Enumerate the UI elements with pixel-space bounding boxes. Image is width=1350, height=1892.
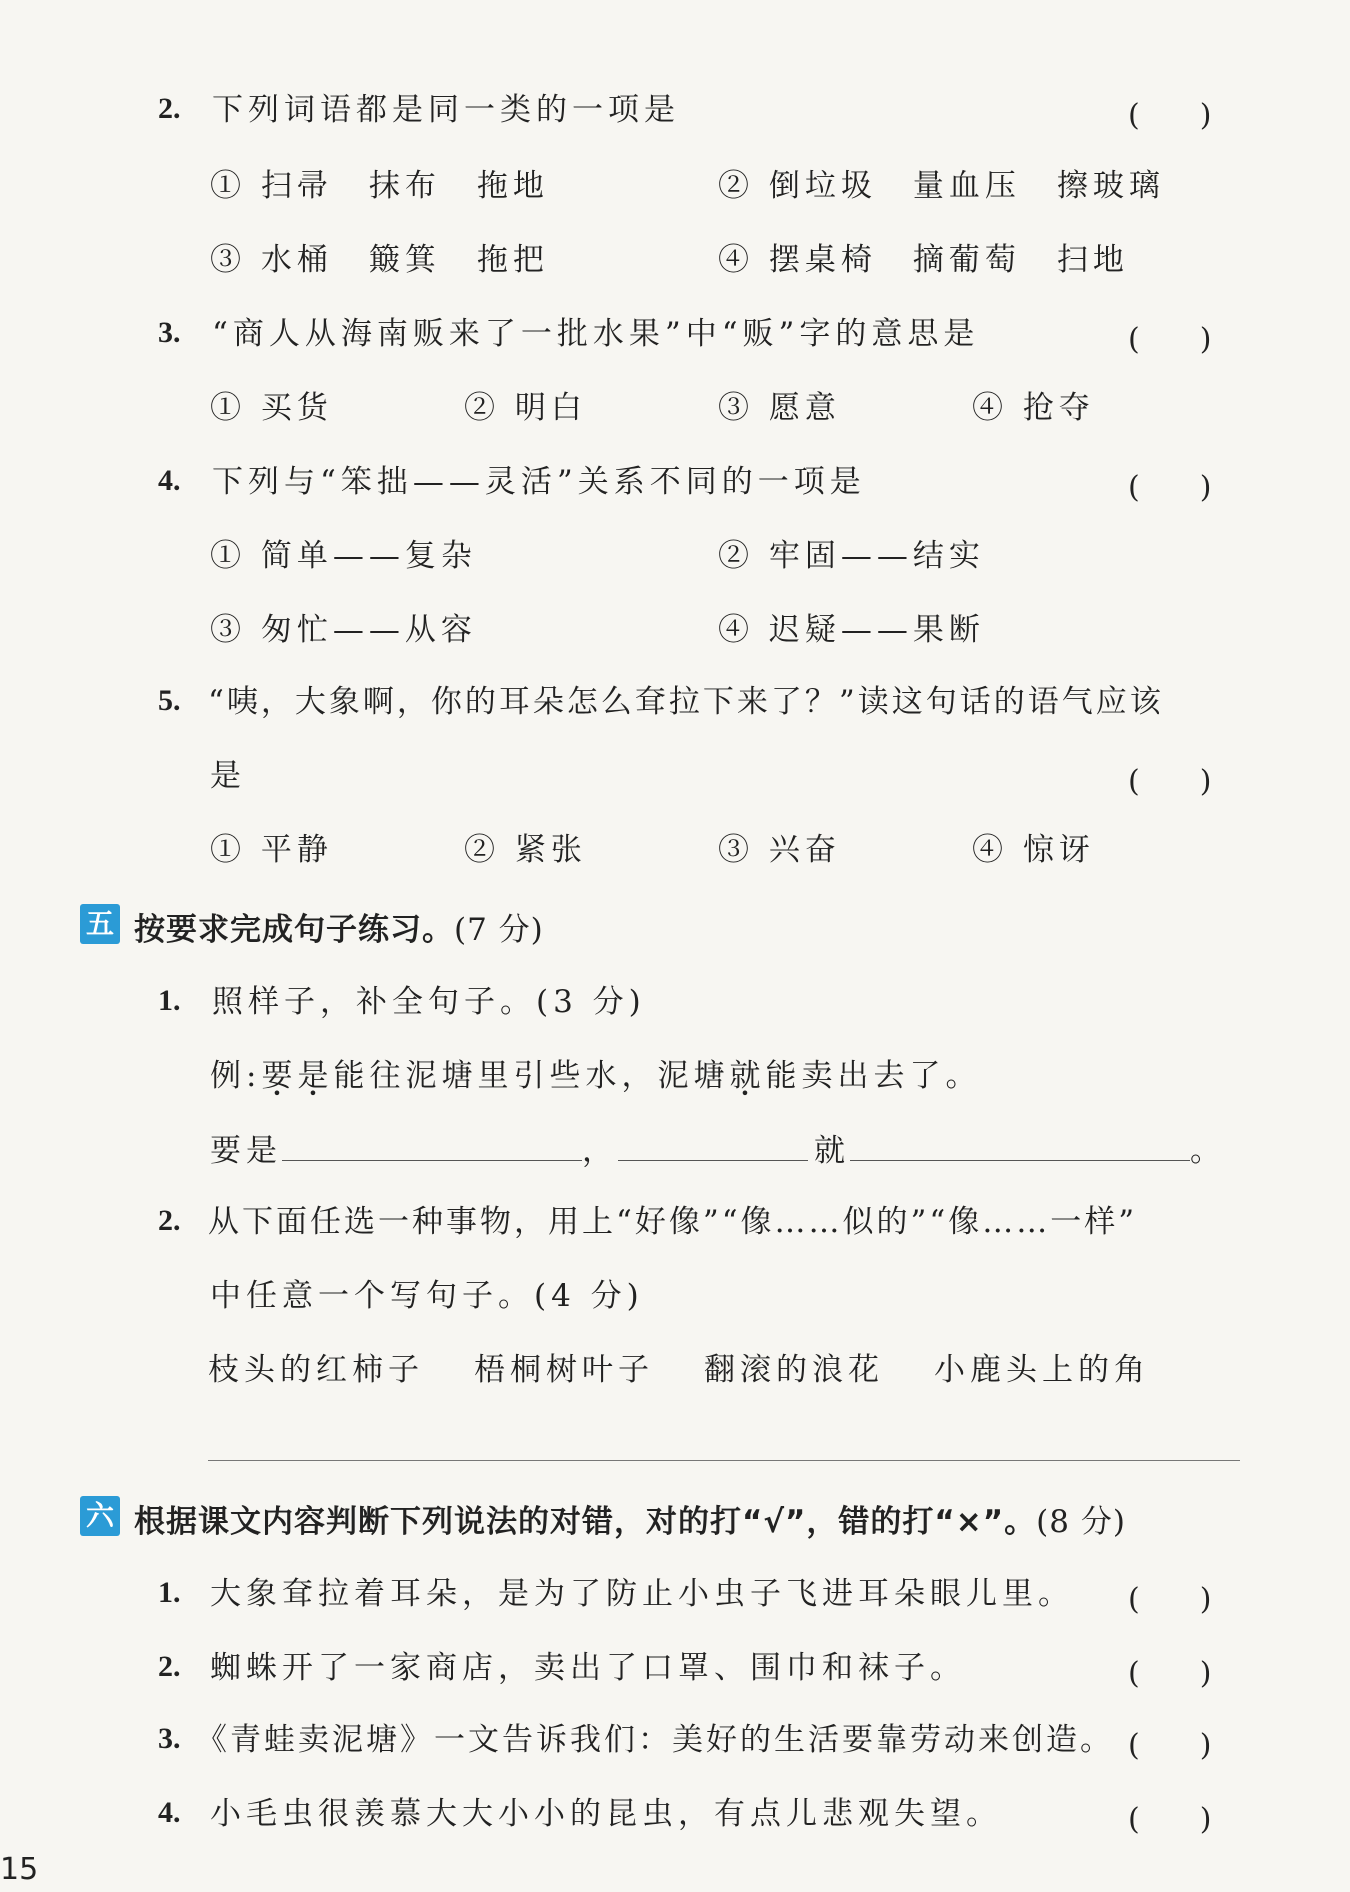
example-emphasis-2: 是 (297, 1058, 334, 1094)
thing-option-2: 梧桐树叶子 (474, 1352, 654, 1388)
q2-option-3: ③ 水桶 簸箕 拖把 (210, 242, 549, 278)
fill-label-yaoshi: 要是 (210, 1133, 282, 1169)
section-5-title-text: 按要求完成句子练习。 (134, 912, 454, 948)
q3-option-4: ④ 抢夺 (972, 390, 1095, 426)
fill-blank-1[interactable] (282, 1130, 582, 1161)
section-6-score: (8 分) (1036, 1504, 1126, 1540)
s6-item-1-text: 大象耷拉着耳朵，是为了防止小虫子飞进耳朵眼儿里。 (210, 1576, 1074, 1612)
example-label: 例: (210, 1058, 262, 1094)
q5-number: 5. (158, 684, 181, 717)
s6-item-4-text: 小毛虫很羡慕大大小小的昆虫，有点儿悲观失望。 (210, 1796, 1002, 1832)
s6-item-2-text: 蜘蛛开了一家商店，卖出了口罩、围巾和袜子。 (210, 1650, 966, 1686)
q2-option-2: ② 倒垃圾 量血压 擦玻璃 (718, 168, 1165, 204)
s5-q1-stem: 照样子，补全句子。(3 分) (212, 984, 646, 1020)
fill-comma: ， (582, 1133, 618, 1169)
answer-writing-line[interactable] (208, 1460, 1240, 1461)
thing-option-4: 小鹿头上的角 (934, 1352, 1150, 1388)
thing-option-3: 翻滚的浪花 (704, 1352, 884, 1388)
s6-item-3-text: 《青蛙卖泥塘》一文告诉我们：美好的生活要靠劳动来创造。 (196, 1722, 1114, 1758)
example-end: 能卖出去了。 (765, 1058, 982, 1094)
q2-option-4: ④ 摆桌椅 摘葡萄 扫地 (718, 242, 1129, 278)
q4-option-1: ① 简单——复杂 (210, 538, 477, 574)
q2-stem: 下列词语都是同一类的一项是 (212, 92, 680, 128)
s5-q2-stem-line2: 中任意一个写句子。(4 分) (210, 1278, 644, 1314)
q5-option-2: ② 紧张 (464, 832, 587, 868)
q3-stem: “商人从海南贩来了一批水果”中“贩”字的意思是 (212, 316, 980, 352)
thing-option-1: 枝头的红柿子 (208, 1352, 424, 1388)
q5-option-1: ① 平静 (210, 832, 333, 868)
section-5-badge: 五 (80, 904, 120, 944)
section-5-score: (7 分) (454, 912, 544, 948)
example-emphasis-1: 要 (261, 1058, 298, 1094)
q5-stem-line2: 是 (210, 758, 246, 794)
q4-option-4: ④ 迟疑——果断 (718, 612, 985, 648)
q5-option-3: ③ 兴奋 (718, 832, 841, 868)
s5-q1-number: 1. (158, 984, 181, 1017)
q2-number: 2. (158, 92, 181, 125)
q3-option-1: ① 买货 (210, 390, 333, 426)
s5-q2-stem-line1: 从下面任选一种事物，用上“好像”“像……似的”“像……一样” (208, 1204, 1138, 1240)
s6-item-3-paren[interactable]: ( ) (1128, 1728, 1212, 1763)
s6-item-1-paren[interactable]: ( ) (1128, 1582, 1212, 1617)
q4-option-3: ③ 匆忙——从容 (210, 612, 477, 648)
section-5-title (134, 904, 544, 949)
s6-item-3-number: 3. (158, 1722, 181, 1755)
q3-answer-paren[interactable]: ( ) (1128, 322, 1212, 357)
example-emphasis-3: 就 (729, 1058, 766, 1094)
s6-item-4-paren[interactable]: ( ) (1128, 1802, 1212, 1837)
q2-answer-paren[interactable]: ( ) (1128, 98, 1212, 133)
s6-item-4-number: 4. (158, 1796, 181, 1829)
section-6-title (134, 1496, 1126, 1541)
example-sentence (210, 1056, 981, 1096)
s6-item-2-number: 2. (158, 1650, 181, 1683)
q2-option-1: ① 扫帚 抹布 拖地 (210, 168, 549, 204)
section-6-title-text: 根据课文内容判断下列说法的对错，对的打“√”，错的打“×”。 (134, 1504, 1037, 1540)
fill-period: 。 (1190, 1133, 1226, 1169)
fill-blank-2[interactable] (618, 1130, 808, 1161)
section-6-badge: 六 (80, 1496, 120, 1536)
fill-blank-3[interactable] (850, 1130, 1190, 1161)
q3-option-3: ③ 愿意 (718, 390, 841, 426)
q4-option-2: ② 牢固——结实 (718, 538, 985, 574)
q4-answer-paren[interactable]: ( ) (1128, 470, 1212, 505)
q3-option-2: ② 明白 (464, 390, 587, 426)
q4-stem: 下列与“笨拙——灵活”关系不同的一项是 (212, 464, 866, 500)
q5-answer-paren[interactable]: ( ) (1128, 764, 1212, 799)
fill-in-sentence (210, 1130, 1226, 1171)
s6-item-1-number: 1. (158, 1576, 181, 1609)
fill-label-jiu: 就 (814, 1133, 850, 1169)
q5-option-4: ④ 惊讶 (972, 832, 1095, 868)
example-middle: 能往泥塘里引些水，泥塘 (333, 1058, 730, 1094)
s6-item-2-paren[interactable]: ( ) (1128, 1656, 1212, 1691)
q4-number: 4. (158, 464, 181, 497)
q3-number: 3. (158, 316, 181, 349)
s5-q2-number: 2. (158, 1204, 181, 1237)
q5-stem-line1: “咦，大象啊，你的耳朵怎么耷拉下来了？”读这句话的语气应该 (208, 684, 1164, 720)
page-number: 15 (0, 1852, 39, 1887)
